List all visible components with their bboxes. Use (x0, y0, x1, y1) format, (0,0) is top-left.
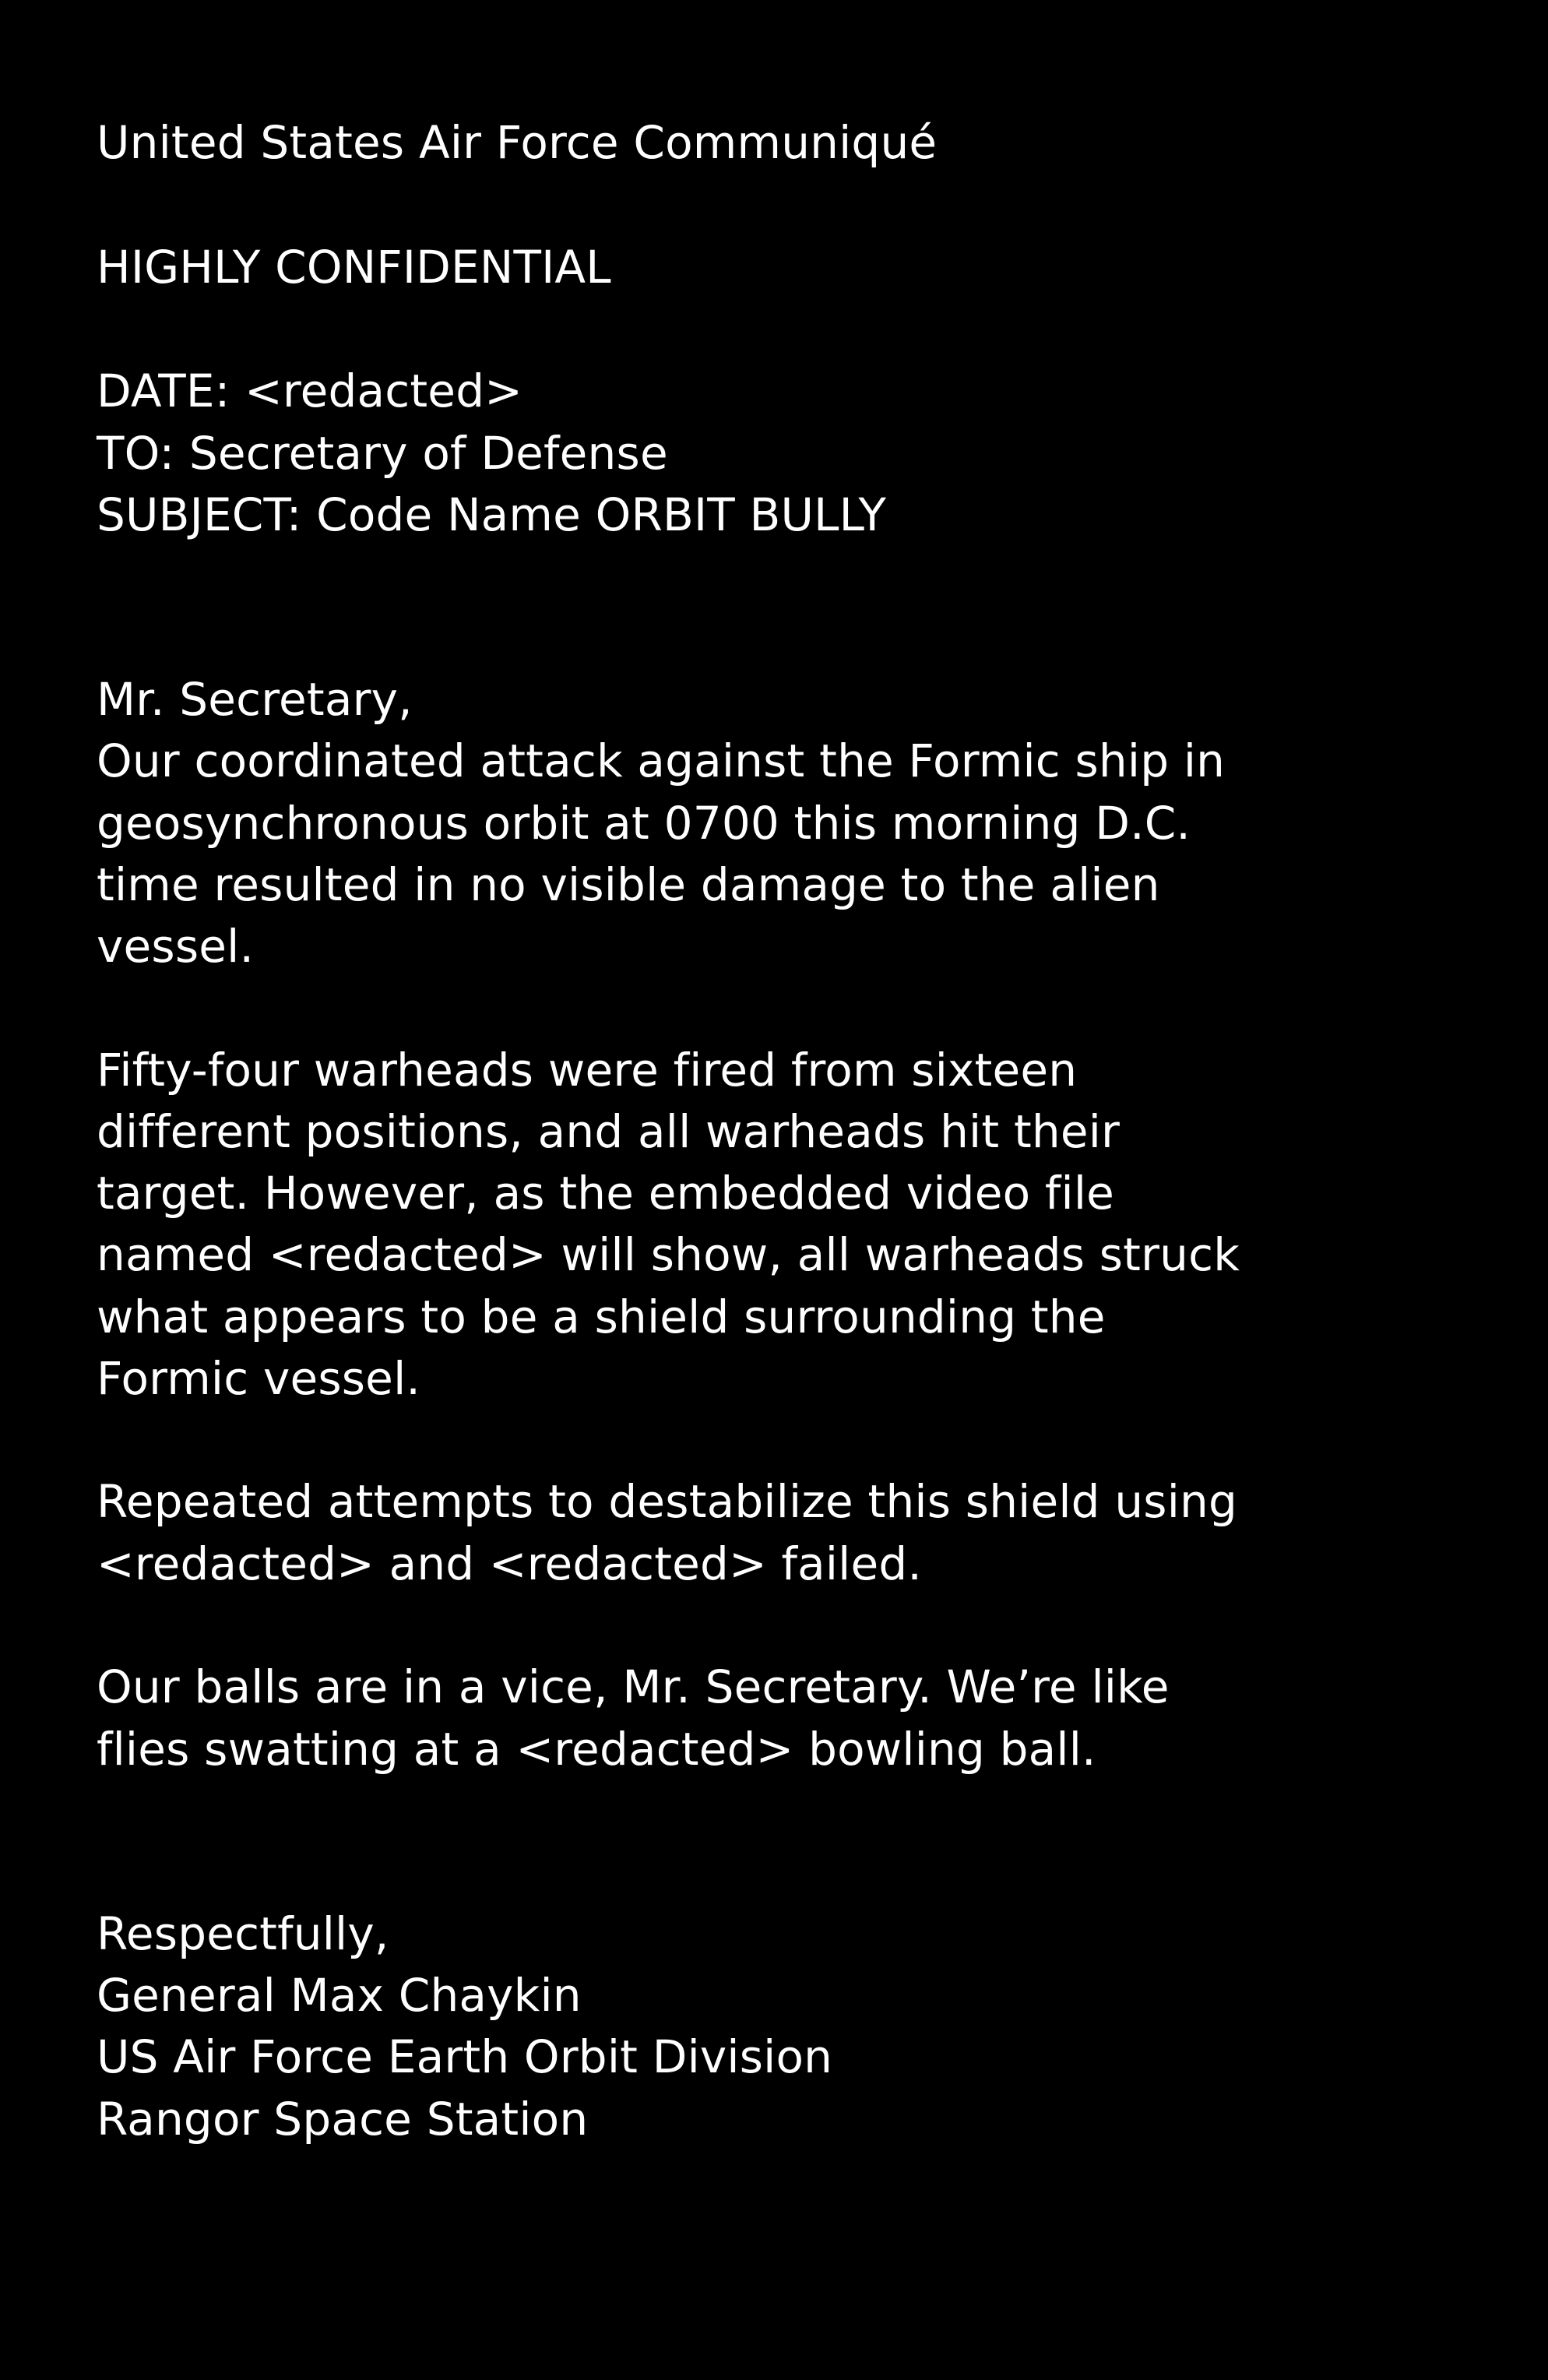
header-to: TO: Secretary of Defense (97, 427, 668, 480)
paragraph-line: Our balls are in a vice, Mr. Secretary. We’re like (97, 1660, 1170, 1713)
paragraph-line: geosynchronous orbit at 0700 this morning D.C. (97, 797, 1191, 850)
salutation: Mr. Secretary, (97, 673, 413, 726)
paragraph-line: time resulted in no visible damage to the alien (97, 858, 1160, 911)
paragraph-line: Fifty-four warheads were fired from sixteen (97, 1044, 1078, 1097)
header-date: DATE: <redacted> (97, 364, 523, 417)
header-subject: SUBJECT: Code Name ORBIT BULLY (97, 488, 887, 541)
signature-station: Rangor Space Station (97, 2093, 589, 2146)
paragraph-line: flies swatting at a <redacted> bowling ball. (97, 1723, 1096, 1776)
paragraph-line: vessel. (97, 920, 255, 973)
header-org: United States Air Force Communiqué (97, 116, 938, 169)
paragraph-line: <redacted> and <redacted> failed. (97, 1537, 923, 1590)
paragraph-line: Formic vessel. (97, 1352, 421, 1405)
signature-closing: Respectfully, (97, 1907, 389, 1960)
communique-page (97, 0, 1467, 2380)
signature-division: US Air Force Earth Orbit Division (97, 2030, 833, 2083)
paragraph-line: named <redacted> will show, all warheads struck (97, 1228, 1240, 1281)
paragraph-line: target. However, as the embedded video file (97, 1167, 1115, 1220)
signature-name: General Max Chaykin (97, 1969, 582, 2022)
header-classification: HIGHLY CONFIDENTIAL (97, 241, 611, 294)
paragraph-line: what appears to be a shield surrounding the (97, 1290, 1106, 1343)
paragraph-line: different positions, and all warheads hit their (97, 1105, 1121, 1158)
paragraph-line: Our coordinated attack against the Formic ship in (97, 734, 1226, 787)
paragraph-line: Repeated attempts to destabilize this shield using (97, 1475, 1237, 1528)
